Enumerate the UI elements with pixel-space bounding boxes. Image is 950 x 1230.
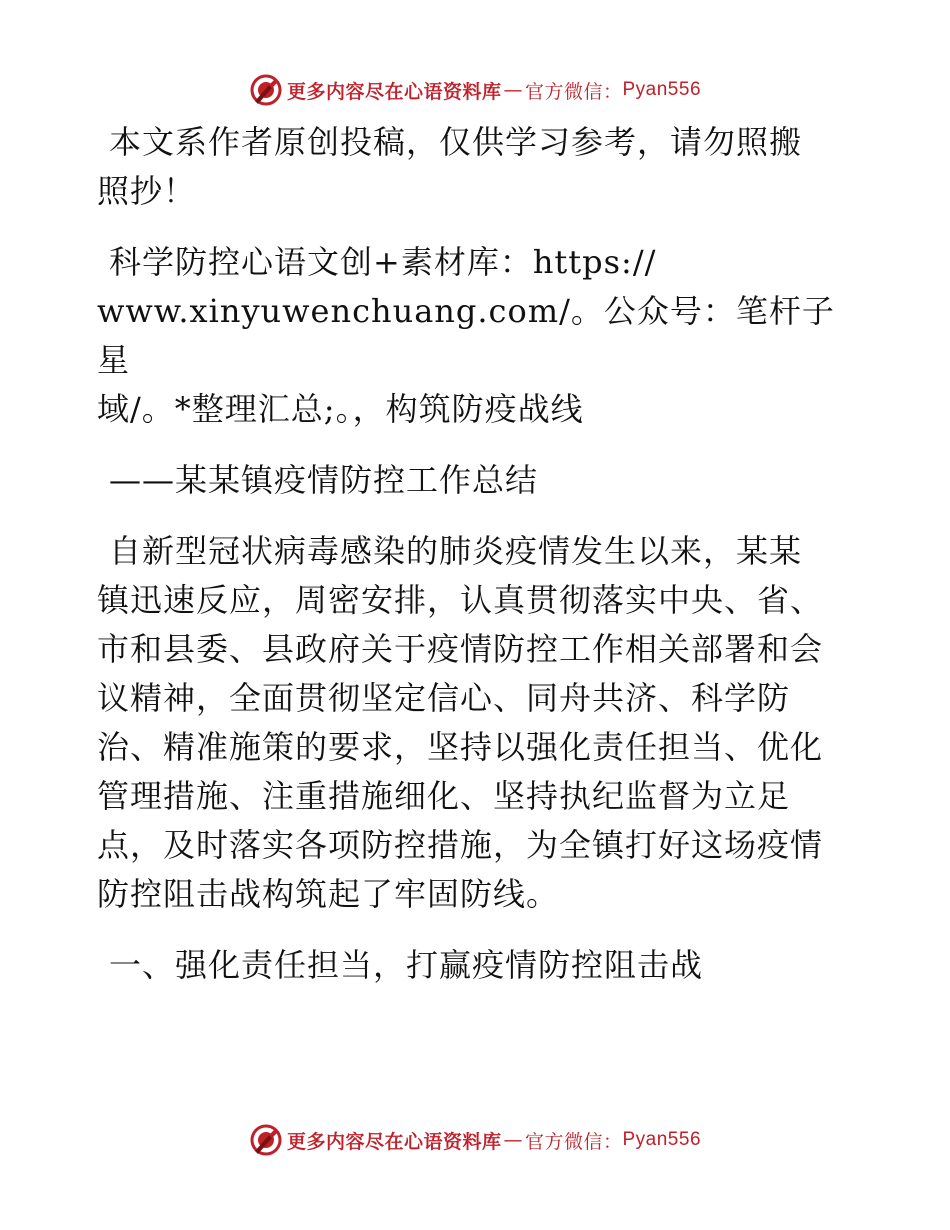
text-line: 管理措施、注重措施细化、坚持执纪监督为立足 bbox=[97, 777, 791, 815]
footer-banner bbox=[0, 1120, 950, 1160]
text-line: www.xinyuwenchuang.com/。公众号：笔杆子星 bbox=[97, 292, 835, 379]
document-body bbox=[97, 118, 857, 1012]
banner-dash: — bbox=[503, 79, 523, 101]
header-banner bbox=[0, 70, 950, 110]
subtitle-text: ——某某镇疫情防控工作总结 bbox=[109, 461, 539, 499]
banner-brand-text: 更多内容尽在心语资料库 bbox=[286, 1130, 502, 1153]
text-line: 科学防控心语文创+素材库：https:// bbox=[109, 243, 657, 281]
banner-wechat-label: 官方微信： bbox=[524, 80, 623, 103]
text-line: 治、精准施策的要求，坚持以强化责任担当、优化 bbox=[97, 728, 824, 766]
intro-paragraph bbox=[97, 527, 857, 919]
section-heading-1 bbox=[97, 941, 857, 990]
text-line: 自新型冠状病毒感染的肺炎疫情发生以来，某某 bbox=[109, 532, 803, 570]
banner-wechat-id: Pyan556 bbox=[622, 79, 702, 100]
copyright-notice bbox=[97, 118, 857, 216]
document-subtitle bbox=[97, 456, 857, 505]
text-line: 照抄！ bbox=[97, 172, 197, 210]
source-notice bbox=[97, 238, 857, 434]
text-line: 镇迅速反应，周密安排，认真贯彻落实中央、省、 bbox=[97, 581, 824, 619]
text-line: 议精神，全面贯彻坚定信心、同舟共济、科学防 bbox=[97, 679, 791, 717]
pen-logo-icon bbox=[249, 73, 283, 107]
pen-logo-icon bbox=[249, 1123, 283, 1157]
text-line: 域/。*整理汇总;。，构筑防疫战线 bbox=[97, 390, 584, 428]
heading-text: 一、强化责任担当，打赢疫情防控阻击战 bbox=[109, 946, 704, 984]
banner-wechat-label: 官方微信： bbox=[524, 1130, 623, 1153]
banner-wechat-id: Pyan556 bbox=[622, 1129, 702, 1150]
text-line: 防控阻击战构筑起了牢固防线。 bbox=[97, 875, 560, 913]
text-line: 本文系作者原创投稿，仅供学习参考，请勿照搬 bbox=[109, 123, 803, 161]
banner-dash: — bbox=[503, 1129, 523, 1151]
banner-brand-text: 更多内容尽在心语资料库 bbox=[286, 80, 502, 103]
text-line: 市和县委、县政府关于疫情防控工作相关部署和会 bbox=[97, 630, 824, 668]
text-line: 点，及时落实各项防控措施，为全镇打好这场疫情 bbox=[97, 826, 824, 864]
